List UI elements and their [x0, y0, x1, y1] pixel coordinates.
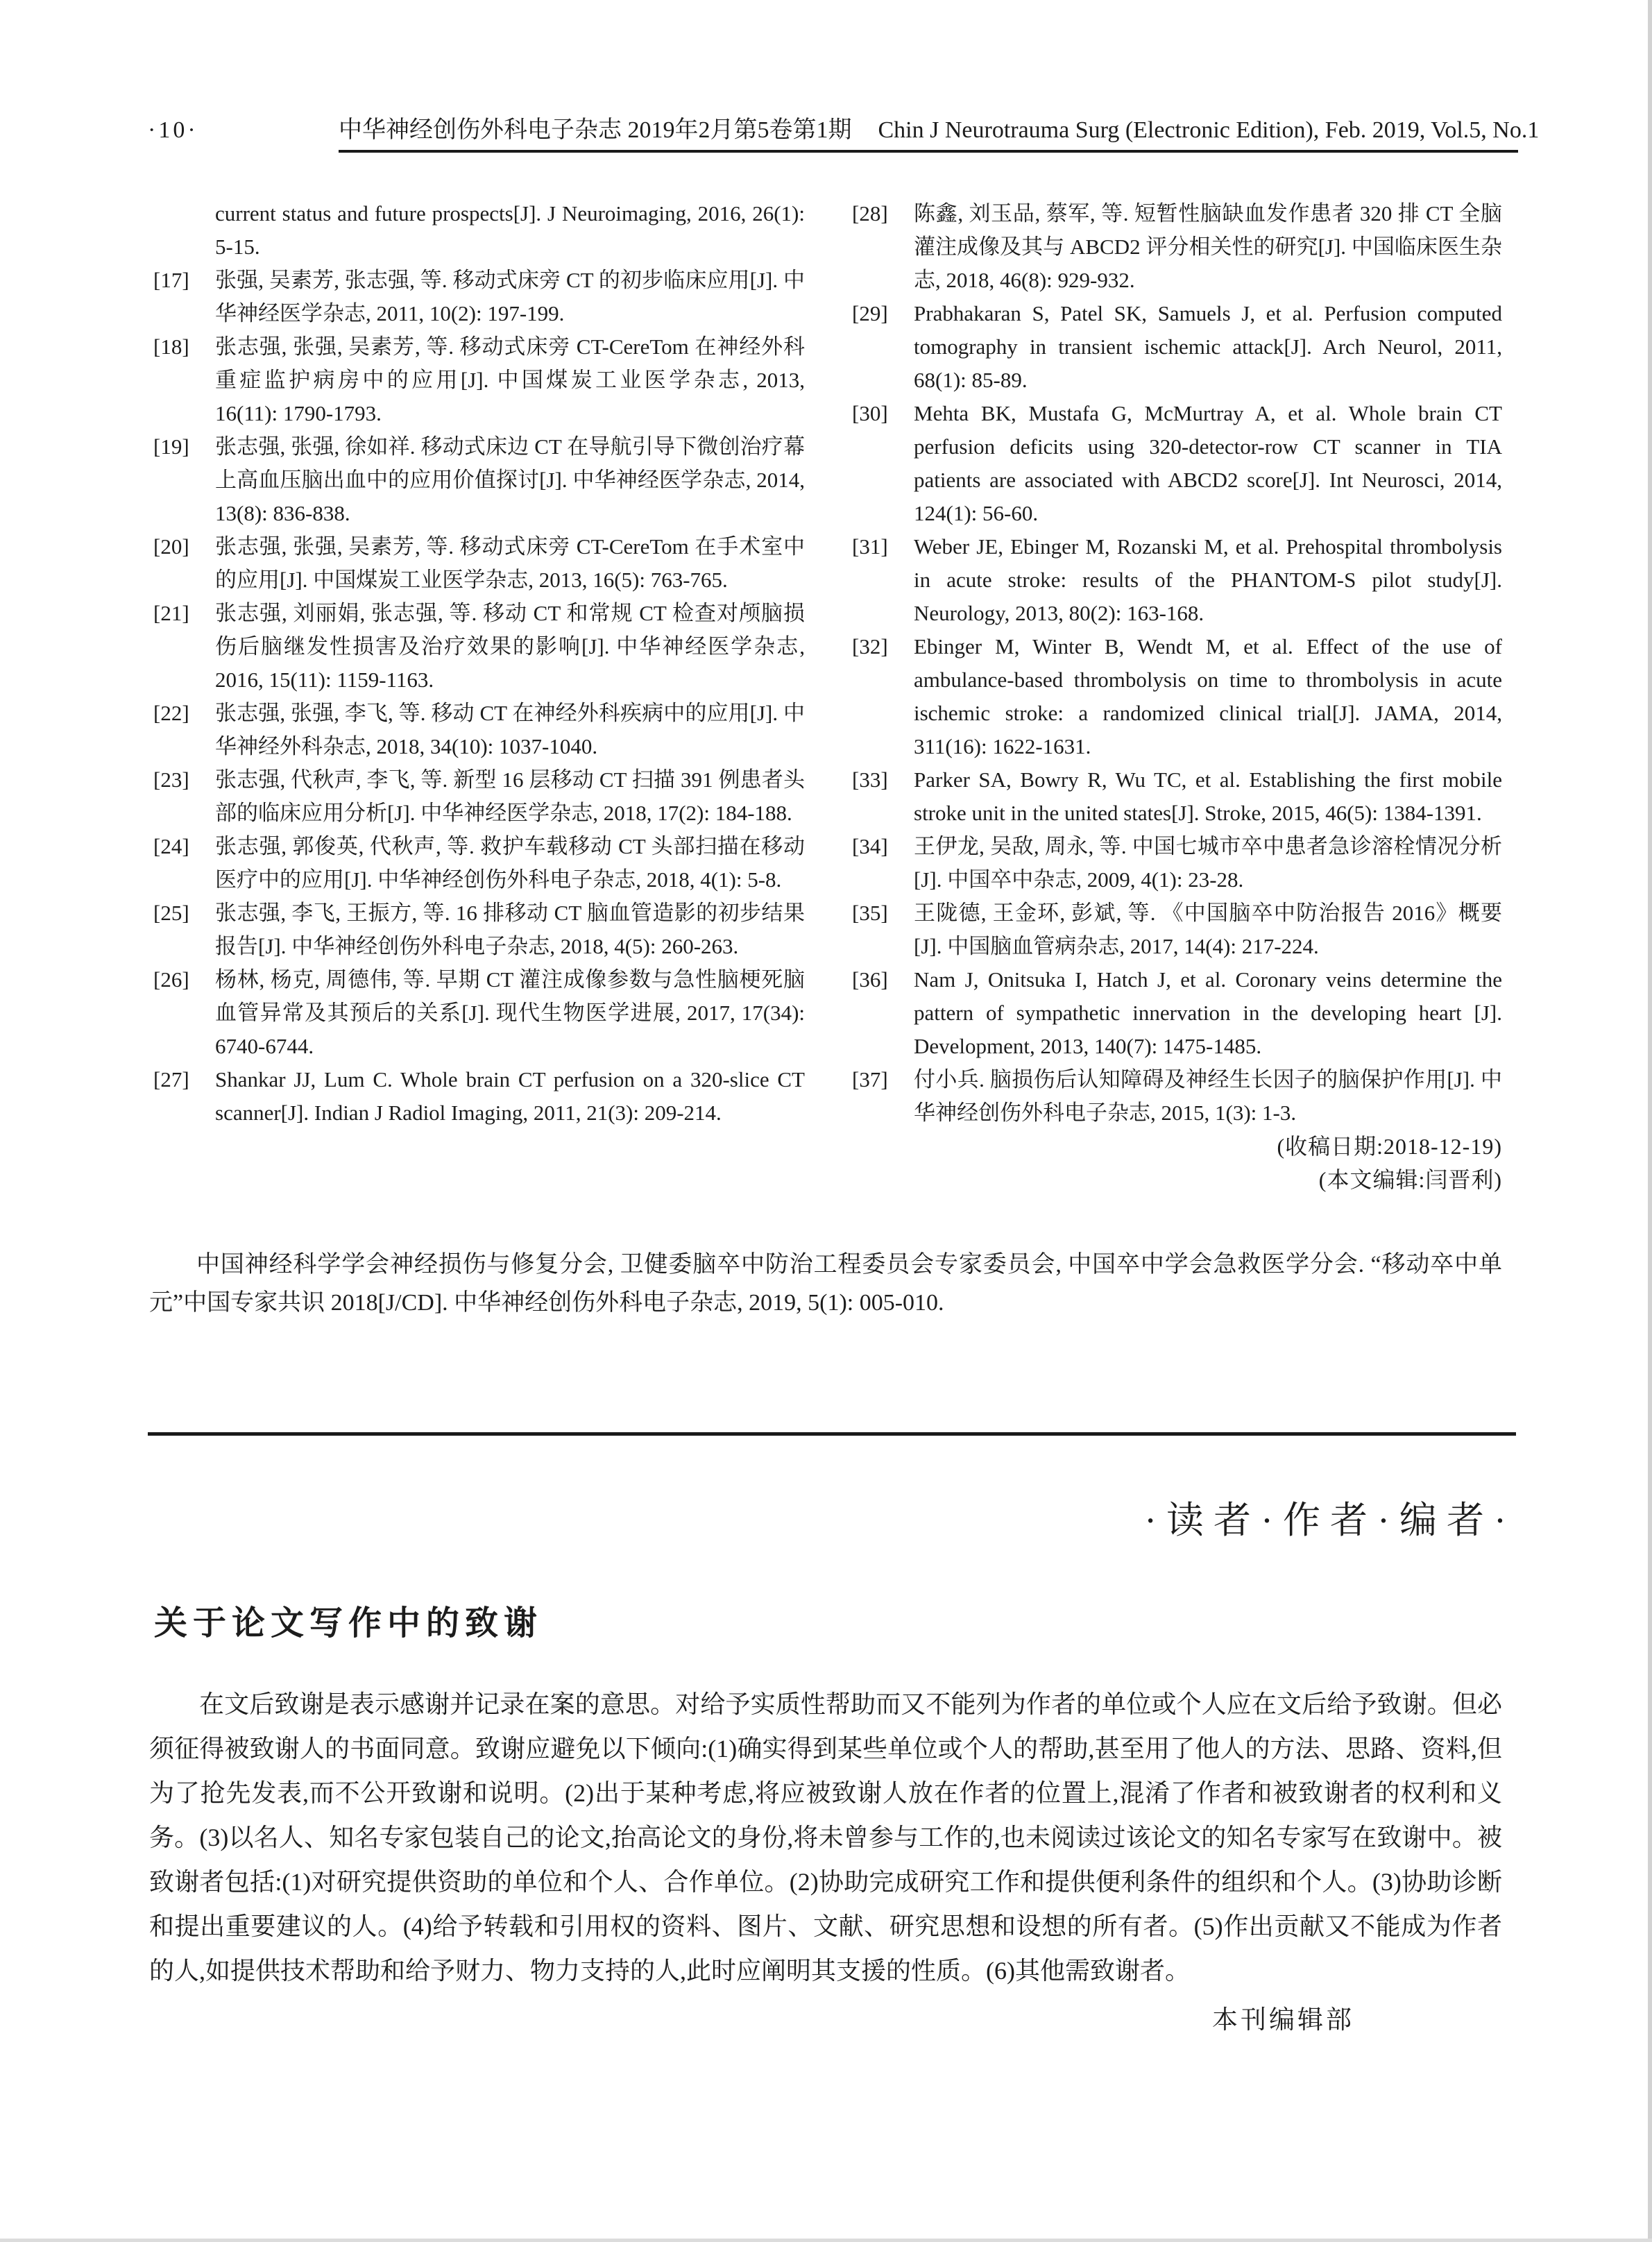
reference-text: Ebinger M, Winter B, Wendt M, et al. Effect of the use of ambulance-based thrombolysis on time to thrombolysis in acute ischemic stroke: a randomized clinical trial[J]. JAMA, 2014, 311(16): 1622-1631.	[914, 634, 1502, 758]
reference-text: 杨林, 杨克, 周德伟, 等. 早期 CT 灌注成像参数与急性脑梗死脑血管异常及其预后的关系[J]. 现代生物医学进展, 2017, 17(34): 6740-6744.	[215, 967, 805, 1058]
scan-edge-right	[1648, 0, 1652, 2242]
reference-text: 张志强, 张强, 吴素芳, 等. 移动式床旁 CT-CereTom 在手术室中的应用[J]. 中国煤炭工业医学杂志, 2013, 16(5): 763-765.	[215, 534, 805, 592]
references-column-left	[149, 197, 805, 1130]
reference-text: 张强, 吴素芳, 张志强, 等. 移动式床旁 CT 的初步临床应用[J]. 中华神经医学杂志, 2011, 10(2): 197-199.	[215, 268, 805, 325]
journal-title-chinese: 中华神经创伤外科电子杂志 2019年2月第5卷第1期	[339, 117, 852, 143]
reference-item	[149, 264, 805, 330]
article-body: 在文后致谢是表示感谢并记录在案的意思。对给予实质性帮助而又不能列为作者的单位或个人应在文后给予致谢。但必须征得被致谢人的书面同意。致谢应避免以下倾向:(1)确实得到某些单位或个人的帮助,甚至用了他人的方法、思路、资料,但为了抢先发表,而不公开致谢和说明。(2)出于某种考虑,将应被致谢人放在作者的位置上,混淆了作者和被致谢者的权利和义务。(3)以名人、知名专家包装自己的论文,抬高论文的身份,将未曾参与工作的,也未阅读过该论文的知名专家写在致谢中。被致谢者包括:(1)对研究提供资助的单位和个人、合作单位。(2)协助完成研究工作和提供便利条件的组织和个人。(3)协助诊断和提出重要建议的人。(4)给予转载和引用权的资料、图片、文献、研究思想和设想的所有者。(5)作出贡献又不能成为作者的人,如提供技术帮助和给予财力、物力支持的人,此时应阐明其支援的性质。(6)其他需致谢者。	[149, 1690, 1502, 1985]
reference-number: [32]	[852, 634, 888, 659]
copy-editor: (本文编辑:闫晋利)	[1318, 1167, 1502, 1192]
references-column-right	[848, 197, 1502, 1196]
reference-number: [29]	[852, 301, 888, 325]
reference-number: [33]	[852, 767, 888, 792]
reference-item	[149, 963, 805, 1063]
reference-item	[848, 630, 1502, 763]
reference-text: Weber JE, Ebinger M, Rozanski M, et al. Prehospital thrombolysis in acute stroke: results of the PHANTOM-S pilot study[J]. Neurology, 2013, 80(2): 163-168.	[914, 534, 1502, 625]
reference-text: 张志强, 张强, 吴素芳, 等. 移动式床旁 CT-CereTom 在神经外科重症监护病房中的应用[J]. 中国煤炭工业医学杂志, 2013, 16(11): 1790-1793.	[215, 334, 805, 425]
reference-text: 王伊龙, 吴敌, 周永, 等. 中国七城市卒中患者急诊溶栓情况分析[J]. 中国卒中杂志, 2009, 4(1): 23-28.	[914, 834, 1502, 892]
reference-number: [36]	[852, 967, 888, 992]
reference-text: 张志强, 郭俊英, 代秋声, 等. 救护车载移动 CT 头部扫描在移动医疗中的应用[J]. 中华神经创伤外科电子杂志, 2018, 4(1): 5-8.	[215, 834, 805, 892]
reference-item	[149, 330, 805, 430]
page-number: ·10·	[148, 117, 198, 143]
reference-number: [24]	[153, 834, 189, 858]
received-date: (收稿日期:2018-12-19)	[1277, 1134, 1502, 1159]
editorial-office-signature: 本刊编辑部	[1212, 2006, 1354, 2035]
reference-item	[149, 197, 805, 264]
reference-text: 张志强, 张强, 李飞, 等. 移动 CT 在神经外科疾病中的应用[J]. 中华神经外科杂志, 2018, 34(10): 1037-1040.	[215, 701, 805, 758]
reference-text: 张志强, 代秋声, 李飞, 等. 新型 16 层移动 CT 扫描 391 例患者头部的临床应用分析[J]. 中华神经医学杂志, 2018, 17(2): 184-188.	[215, 767, 805, 825]
section-divider-rule	[148, 1432, 1516, 1436]
reference-item	[149, 830, 805, 897]
reference-item	[149, 597, 805, 697]
reference-text: Parker SA, Bowry R, Wu TC, et al. Establishing the first mobile stroke unit in the united states[J]. Stroke, 2015, 46(5): 1384-1391.	[914, 767, 1502, 825]
reference-text: Prabhakaran S, Patel SK, Samuels J, et al. Perfusion computed tomography in transient ischemic attack[J]. Arch Neurol, 2011, 68(1): 85-89.	[914, 301, 1502, 392]
reference-text: current status and future prospects[J]. J Neuroimaging, 2016, 26(1): 5-15.	[215, 201, 805, 259]
reference-text: 王陇德, 王金环, 彭斌, 等. 《中国脑卒中防治报告 2016》概要[J]. 中国脑血管病杂志, 2017, 14(4): 217-224.	[914, 901, 1502, 958]
reference-item	[848, 197, 1502, 297]
reference-number: [25]	[153, 901, 189, 925]
reference-number: [28]	[852, 201, 888, 226]
reference-item	[848, 763, 1502, 830]
references-right-list	[848, 197, 1502, 1130]
reference-number: [35]	[852, 901, 888, 925]
reference-number: [20]	[153, 534, 189, 559]
reference-text: 张志强, 张强, 徐如祥. 移动式床边 CT 在导航引导下微创治疗幕上高血压脑出血中的应用价值探讨[J]. 中华神经医学杂志, 2014, 13(8): 836-838.	[215, 434, 805, 525]
reference-item	[848, 963, 1502, 1063]
scan-edge-bottom	[0, 2239, 1652, 2242]
reference-number: [34]	[852, 834, 888, 858]
reference-text: Shankar JJ, Lum C. Whole brain CT perfusion on a 320-slice CT scanner[J]. Indian J Radiol Imaging, 2011, 21(3): 209-214.	[215, 1067, 805, 1125]
running-head	[339, 115, 1539, 146]
reference-text: 付小兵. 脑损伤后认知障碍及神经生长因子的脑保护作用[J]. 中华神经创伤外科电子杂志, 2015, 1(3): 1-3.	[914, 1067, 1502, 1125]
article-title: 关于论文写作中的致谢	[154, 1605, 543, 1642]
reference-number: [22]	[153, 701, 189, 725]
reference-item	[149, 430, 805, 530]
reference-item	[848, 1063, 1502, 1130]
reference-item	[149, 1063, 805, 1130]
reference-item	[848, 897, 1502, 963]
reference-item	[149, 697, 805, 763]
reference-number: [21]	[153, 601, 189, 625]
header-rule	[339, 150, 1518, 153]
reference-number: [23]	[153, 767, 189, 792]
reference-number: [30]	[852, 401, 888, 425]
reference-item	[149, 530, 805, 597]
reference-number: [17]	[153, 268, 189, 292]
section-header-reader-author-editor: ·读者·作者·编者·	[1144, 1500, 1516, 1541]
reference-item	[848, 530, 1502, 630]
consensus-citation: 中国神经科学学会神经损伤与修复分会, 卫健委脑卒中防治工程委员会专家委员会, 中国卒中学会急救医学分会. “移动卒中单元”中国专家共识 2018[J/CD]. 中华神经创伤外科电子杂志, 2019, 5(1): 005-010.	[149, 1252, 1502, 1316]
reference-number: [31]	[852, 534, 888, 559]
reference-text: 陈鑫, 刘玉品, 蔡军, 等. 短暂性脑缺血发作患者 320 排 CT 全脑灌注成像及其与 ABCD2 评分相关性的研究[J]. 中国临床医生杂志, 2018, 46(8): 929-932.	[914, 201, 1502, 292]
reference-number: [26]	[153, 967, 189, 992]
reference-text: Mehta BK, Mustafa G, McMurtray A, et al. Whole brain CT perfusion deficits using 320-detector-row CT scanner in TIA patients are associated with ABCD2 score[J]. Int Neurosci, 2014, 124(1): 56-60.	[914, 401, 1502, 525]
journal-title-english: Chin J Neurotrauma Surg (Electronic Edition), Feb. 2019, Vol.5, No.1	[878, 117, 1540, 143]
reference-item	[149, 763, 805, 830]
reference-item	[149, 897, 805, 963]
reference-item	[848, 397, 1502, 530]
reference-item	[848, 297, 1502, 397]
reference-number: [37]	[852, 1067, 888, 1092]
reference-number: [18]	[153, 334, 189, 359]
reference-number: [27]	[153, 1067, 189, 1092]
reference-number: [19]	[153, 434, 189, 459]
reference-text: 张志强, 李飞, 王振方, 等. 16 排移动 CT 脑血管造影的初步结果报告[J]. 中华神经创伤外科电子杂志, 2018, 4(5): 260-263.	[215, 901, 805, 958]
reference-text: Nam J, Onitsuka I, Hatch J, et al. Coronary veins determine the pattern of sympathetic innervation in the developing heart [J]. Development, 2013, 140(7): 1475-1485.	[914, 967, 1502, 1058]
reference-item	[848, 830, 1502, 897]
reference-text: 张志强, 刘丽娟, 张志强, 等. 移动 CT 和常规 CT 检查对颅脑损伤后脑继发性损害及治疗效果的影响[J]. 中华神经医学杂志, 2016, 15(11): 1159-1163.	[215, 601, 805, 692]
